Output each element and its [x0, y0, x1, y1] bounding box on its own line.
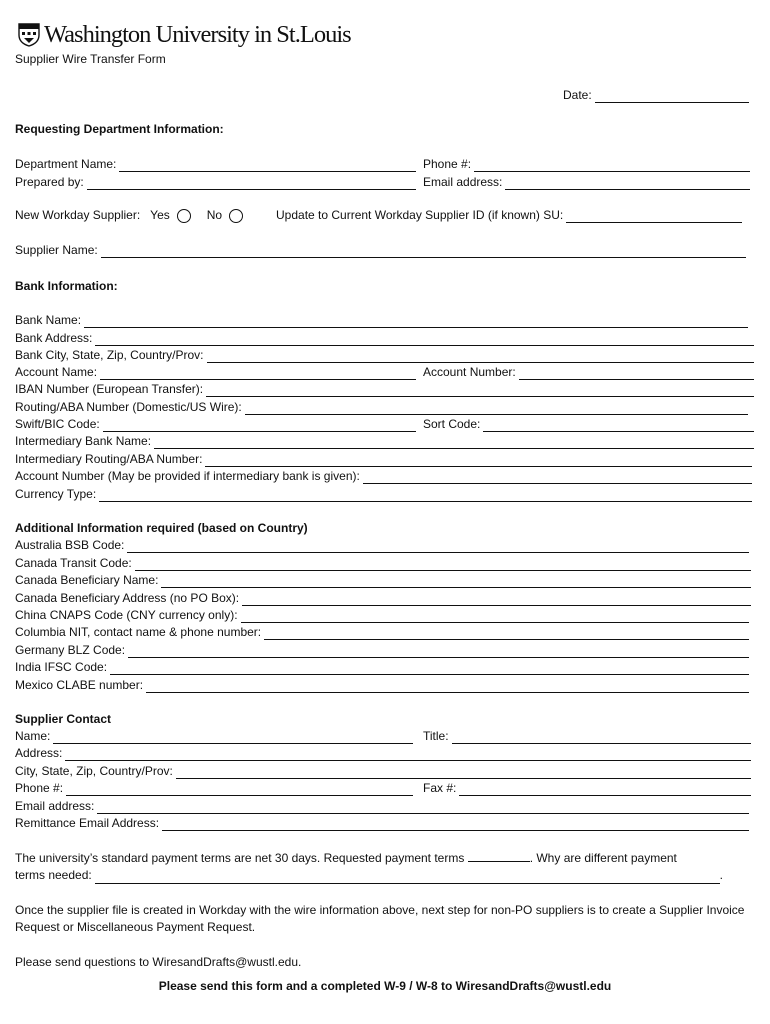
canada-beneficiary-name-field[interactable]: Canada Beneficiary Name:	[15, 573, 751, 588]
bank-city-field[interactable]: Bank City, State, Zip, Country/Prov:	[15, 348, 754, 363]
requested-payment-terms-field[interactable]	[468, 850, 530, 862]
questions-note: Please send questions to WiresandDrafts@wustl.edu.	[15, 955, 302, 969]
different-terms-reason-field[interactable]	[95, 872, 720, 884]
supplier-contact-heading: Supplier Contact	[15, 712, 112, 726]
contact-address-field[interactable]: Address:	[15, 746, 751, 761]
no-radio[interactable]	[229, 209, 243, 223]
india-ifsc-field[interactable]: India IFSC Code:	[15, 660, 749, 675]
bank-address-field[interactable]: Bank Address:	[15, 331, 754, 346]
bank-name-field[interactable]: Bank Name:	[15, 313, 748, 328]
contact-name-field[interactable]: Name:	[15, 729, 413, 744]
iban-field[interactable]: IBAN Number (European Transfer):	[15, 382, 754, 397]
contact-city-field[interactable]: City, State, Zip, Country/Prov:	[15, 764, 751, 779]
germany-blz-field[interactable]: Germany BLZ Code:	[15, 643, 749, 658]
intermediary-bank-field[interactable]: Intermediary Bank Name:	[15, 434, 754, 449]
update-supplier-id-field[interactable]: Update to Current Workday Supplier ID (if known) SU:	[276, 208, 742, 223]
payment-terms-paragraph: The university’s standard payment terms are net 30 days. Requested payment terms . Why are different payment terms needed: .	[15, 851, 723, 882]
contact-email-field[interactable]: Email address:	[15, 799, 749, 814]
sort-code-field[interactable]: Sort Code:	[423, 417, 754, 432]
contact-phone-field[interactable]: Phone #:	[15, 781, 413, 796]
supplier-name-field[interactable]: Supplier Name:	[15, 243, 746, 258]
department-email-field[interactable]: Email address:	[423, 175, 750, 190]
account-number-field[interactable]: Account Number:	[423, 365, 754, 380]
additional-information-heading: Additional Information required (based on Country)	[15, 521, 308, 535]
swift-bic-field[interactable]: Swift/BIC Code:	[15, 417, 416, 432]
form-title: Supplier Wire Transfer Form	[15, 52, 166, 66]
send-form-instruction: Please send this form and a completed W-9 / W-8 to WiresandDrafts@wustl.edu	[158, 979, 612, 993]
department-phone-field[interactable]: Phone #:	[423, 157, 750, 172]
new-workday-supplier-row: New Workday Supplier: Yes No	[15, 208, 249, 223]
university-logo	[18, 20, 351, 50]
department-name-field[interactable]: Department Name:	[15, 157, 416, 172]
contact-fax-field[interactable]: Fax #:	[423, 781, 751, 796]
yes-label: Yes	[150, 208, 170, 222]
workday-note: Once the supplier file is created in Workday with the wire information above, next step for non-PO suppliers is to create a Supplier Invoice Request or Miscellaneous Payment Request.	[15, 903, 745, 934]
contact-title-field[interactable]: Title:	[423, 729, 751, 744]
china-cnaps-field[interactable]: China CNAPS Code (CNY currency only):	[15, 608, 749, 623]
mexico-clabe-field[interactable]: Mexico CLABE number:	[15, 678, 749, 693]
intermediary-account-number-field[interactable]: Account Number (May be provided if intermediary bank is given):	[15, 469, 752, 484]
requesting-department-heading: Requesting Department Information:	[15, 122, 224, 136]
remittance-email-field[interactable]: Remittance Email Address:	[15, 816, 749, 831]
routing-aba-field[interactable]: Routing/ABA Number (Domestic/US Wire):	[15, 400, 748, 415]
intermediary-routing-field[interactable]: Intermediary Routing/ABA Number:	[15, 452, 752, 467]
no-label: No	[206, 208, 223, 222]
date-field[interactable]: Date:	[563, 88, 749, 103]
currency-type-field[interactable]: Currency Type:	[15, 487, 752, 502]
columbia-nit-field[interactable]: Columbia NIT, contact name & phone number:	[15, 625, 749, 640]
canada-beneficiary-address-field[interactable]: Canada Beneficiary Address (no PO Box):	[15, 591, 751, 606]
australia-bsb-field[interactable]: Australia BSB Code:	[15, 538, 749, 553]
bank-information-heading: Bank Information:	[15, 279, 118, 293]
prepared-by-field[interactable]: Prepared by:	[15, 175, 416, 190]
yes-radio[interactable]	[177, 209, 191, 223]
university-crest-icon	[18, 23, 40, 47]
canada-transit-field[interactable]: Canada Transit Code:	[15, 556, 751, 571]
account-name-field[interactable]: Account Name:	[15, 365, 416, 380]
university-name: Washington University in St.Louis	[44, 21, 351, 48]
